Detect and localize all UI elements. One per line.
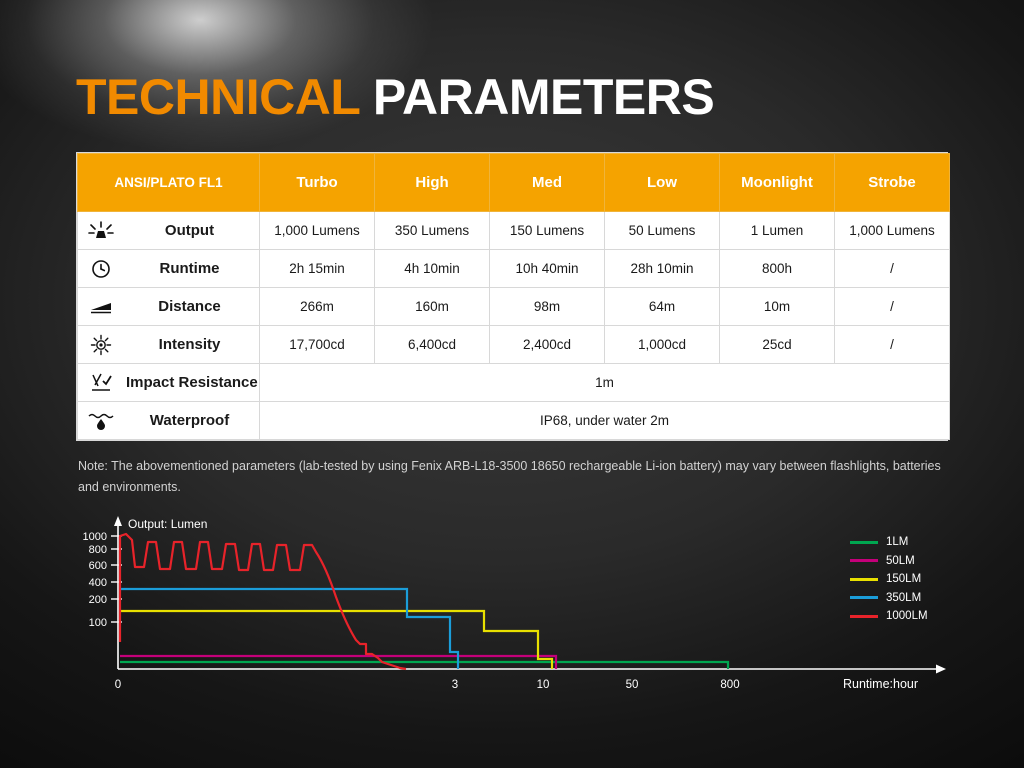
table-row [78, 250, 950, 288]
row-label-text: Runtime [159, 259, 220, 277]
svg-text:0: 0 [114, 679, 122, 691]
row-label-text: Waterproof [149, 411, 230, 429]
row-label-waterproof [78, 402, 260, 440]
series-line-1lm [120, 662, 728, 669]
cell-output-turbo: 1,000 Lumens [260, 212, 375, 250]
table-row [78, 402, 950, 440]
legend-label: 150LM [886, 573, 922, 585]
svg-text:800: 800 [88, 544, 107, 556]
row-label-text: Output [164, 221, 215, 239]
spec-table-body [78, 212, 950, 440]
cell-intensity-strobe: / [835, 326, 950, 364]
cell-output-low: 50 Lumens [605, 212, 720, 250]
legend-swatch-icon [850, 615, 878, 618]
spec-table [77, 153, 950, 440]
row-label-intensity [78, 326, 260, 364]
column-header-med: Med [490, 154, 605, 212]
cell-distance-med: 98m [490, 288, 605, 326]
legend-item-150lm [850, 573, 928, 585]
row-label-text: Distance [158, 297, 221, 315]
cell-runtime-high: 4h 10min [375, 250, 490, 288]
legend-label: 1LM [886, 536, 909, 548]
row-label-impact-resistance [78, 364, 260, 402]
cell-intensity-med: 2,400cd [490, 326, 605, 364]
burst-icon [84, 219, 118, 243]
cell-intensity-turbo: 17,700cd [260, 326, 375, 364]
svg-text:400: 400 [88, 577, 107, 589]
svg-text:200: 200 [88, 594, 107, 606]
svg-text:800: 800 [720, 679, 740, 691]
legend-item-1000lm [850, 610, 928, 622]
cell-distance-moonlight: 10m [720, 288, 835, 326]
table-row [78, 326, 950, 364]
column-header-strobe: Strobe [835, 154, 950, 212]
chart-xlabel: Runtime:hour [843, 677, 919, 691]
svg-text:50: 50 [625, 679, 639, 691]
title-accent: TECHNICAL [76, 69, 360, 125]
note-text: Note: The abovementioned parameters (lab-tested by using Fenix ARB-L18-3500 18650 rechargeable Li-ion battery) may vary between flashlights, batteries and environments. [78, 459, 941, 494]
spec-table-container [76, 152, 948, 441]
table-header-row [78, 154, 950, 212]
column-header-high: High [375, 154, 490, 212]
cell-impact-resistance-value: 1m [260, 364, 950, 402]
cell-intensity-moonlight: 25cd [720, 326, 835, 364]
legend-item-50lm [850, 555, 928, 567]
column-header-moonlight: Moonlight [720, 154, 835, 212]
column-header-low: Low [605, 154, 720, 212]
title-plain: PARAMETERS [372, 69, 715, 125]
legend-swatch-icon [850, 559, 878, 562]
cell-distance-low: 64m [605, 288, 720, 326]
distance-icon [84, 295, 118, 319]
legend-swatch-icon [850, 596, 878, 599]
chart-legend [850, 536, 928, 622]
chart-ylabel: Output: Lumen [128, 517, 208, 531]
row-label-output [78, 212, 260, 250]
cell-runtime-med: 10h 40min [490, 250, 605, 288]
row-label-text: Impact Resistance [126, 373, 258, 391]
cell-runtime-moonlight: 800h [720, 250, 835, 288]
series-line-150lm [120, 611, 552, 669]
legend-label: 350LM [886, 591, 922, 604]
svg-text:100: 100 [88, 617, 107, 629]
row-label-runtime [78, 250, 260, 288]
legend-item-350lm [850, 592, 928, 604]
row-label-distance [78, 288, 260, 326]
intensity-icon [84, 333, 118, 357]
svg-text:10: 10 [536, 679, 550, 691]
cell-distance-strobe: / [835, 288, 950, 326]
spec-table-head [78, 154, 950, 212]
clock-icon [84, 257, 118, 281]
cell-distance-turbo: 266m [260, 288, 375, 326]
series-line-1000lm [120, 534, 406, 669]
cell-runtime-turbo: 2h 15min [260, 250, 375, 288]
legend-swatch-icon [850, 541, 878, 544]
row-label-text: Intensity [158, 335, 221, 353]
column-header-standard: ANSI/PLATO FL1 [78, 154, 260, 212]
cell-output-med: 150 Lumens [490, 212, 605, 250]
svg-text:3: 3 [451, 679, 459, 691]
legend-label: 1000LM [886, 610, 928, 622]
table-row [78, 212, 950, 250]
cell-output-strobe: 1,000 Lumens [835, 212, 950, 250]
svg-text:1000: 1000 [82, 531, 107, 543]
cell-intensity-high: 6,400cd [375, 326, 490, 364]
legend-label: 50LM [886, 554, 915, 567]
svg-text:600: 600 [88, 560, 107, 572]
cell-output-high: 350 Lumens [375, 212, 490, 250]
legend-swatch-icon [850, 578, 878, 581]
table-row [78, 364, 950, 402]
legend-item-1lm [850, 536, 928, 548]
cell-runtime-strobe: / [835, 250, 950, 288]
page-title [76, 68, 714, 126]
cell-intensity-low: 1,000cd [605, 326, 720, 364]
cell-distance-high: 160m [375, 288, 490, 326]
column-header-turbo: Turbo [260, 154, 375, 212]
cell-runtime-low: 28h 10min [605, 250, 720, 288]
table-row [78, 288, 950, 326]
waterproof-icon [84, 409, 118, 433]
cell-waterproof-value: IP68, under water 2m [260, 402, 950, 440]
cell-output-moonlight: 1 Lumen [720, 212, 835, 250]
impact-icon [84, 371, 118, 395]
